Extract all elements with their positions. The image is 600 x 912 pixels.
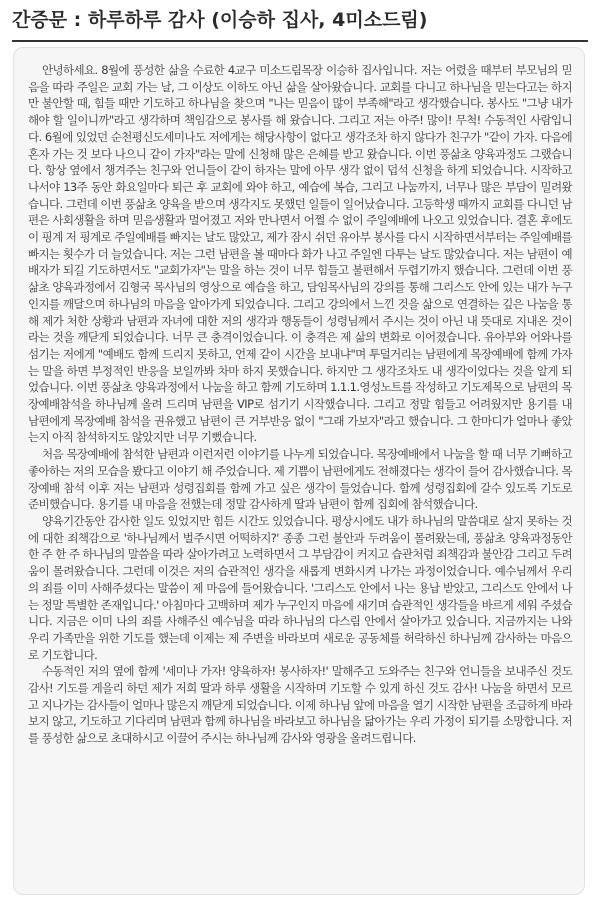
paragraph-2: 처음 목장예배에 참석한 남편과 이런저런 이야기를 나누게 되었습니다. 목장예배에서 나눔을 할 때 너무 기뻐하고 좋아하는 저의 모습을 봤다고 이야기 해 주었습니다. 제 기쁨이 남편에게도 전해졌다는 생각이 들어 감사했습니다. 목장예배 참석 이후 저는 남편과 성령집회를 함께 가고 싶은 생각이 들었습니다. 함께 성령집회에 갈수 있도록 기도로 준비했습니다. 용기를 내 마음을 전했는데 정말 감사하게 딸과 남편이 함께 집회에 참석했습니다. <box>28 447 572 512</box>
page-title: 간증문 : 하루하루 감사 (이승하 집사, 4미소드림) <box>12 9 428 31</box>
paragraph-3: 양육기간동안 감사한 일도 있었지만 힘든 시간도 있었습니다. 평상시에도 내가 하나님의 말씀대로 살지 못하는 것에 대한 죄책감으로 '하나님께서 벌주시면 어떡하지?' 종종 그런 불안과 두려움이 몰려왔는데, 풍삶초 양육과정동안 한 주 한 주 하나님의 말씀을 따라 살아가려고 노력하면서 그 부담감이 커지고 습관처럼 죄책감과 불안감 그리고 두려움이 몰려왔습니다. 그런데 이것은 저의 습관적인 생각을 새롭게 변화시켜 나가는 과정이었습니다. 예수님께서 우리의 죄를 이미 사해주셨다는 말씀이 제 마음에 들어왔습니다. '그리스도 안에서 나는 용납 받았고, 그리스도 안에서 나는 정말 특별한 존재입니다.' 아침마다 고백하며 제가 누구인지 마음에 새기며 습관적인 생각들을 바르게 세워 주셨습니다. 지금은 이미 나의 죄를 사해주신 예수님을 따라 하나님의 다스림 안에서 살아가고 있습니다. 지금까지는 나와 우리 가족만을 위한 기도를 했는데 이제는 제 주변을 바라보며 새로운 공동체를 허락하신 하나님께 감사하는 마음으로 기도합니다. <box>28 513 572 662</box>
testimony-body <box>13 47 585 895</box>
paragraph-1: 안녕하세요. 8월에 풍성한 삶을 수료한 4교구 미소드림목장 이승하 집사입니다. 저는 어렸을 때부터 부모님의 믿음을 따라 주일은 교회 가는 날, 그 이상도 이하도 아닌 삶을 살아왔습니다. 교회를 다니고 하나님을 믿는다고는 하지만 불안할 때, 힘들 때만 기도하고 하나님을 찾으며 "나는 믿음이 많이 부족해"라고 생각했습니다. 봉사도 "그냥 내가 해야 할 일이니까"라고 생각하며 책임감으로 봉사를 해 왔습니다. 그리고 저는 아주! 많이! 무척! 수동적인 사람입니다. 6월에 있었던 순천평신도세미나도 저에게는 해당사항이 없다고 생각조차 하지 않다가 친구가 "같이 가자. 다음에 혼자 가는 것 보다 나으니 같이 가자"라는 말에 신청해 많은 은혜를 받고 왔습니다. 이번 풍삶초 양육과정도 그랬습니다. 항상 옆에서 챙겨주는 친구와 언니들이 같이 하자는 말에 아무 생각 없이 덥석 신청을 하게 되었습니다. 시작하고 나서야 13주 동안 화요일마다 퇴근 후 교회에 와야 하고, 예습에 복습, 그리고 나눔까지, 너무나 많은 부담이 밀려왔습니다. 그런데 이번 풍삶초 양육을 받으며 생각지도 못했던 일들이 일어났습니다. 고등학생 때까지 교회를 다니던 남편은 사회생활을 하며 믿음생활과 멀어졌고 저와 만나면서 어쩔 수 없이 주일예배에 나오고 있었습니다. 결혼 후에도 이 핑계 저 핑계로 주일예배를 빠지는 날도 많았고, 제가 잠시 쉬던 유아부 봉사를 다시 시작하면서부터는 주일예배를 빠지는 횟수가 더 늘었습니다. 저는 그런 남편을 볼 때마다 화가 나고 주일엔 다투는 날도 많았습니다. 저는 남편이 예배자가 되길 기도하면서도 "교회가자"는 말을 하는 것이 너무 힘들고 불편해서 두렵기까지 했습니다. 그런데 이번 풍삶초 양육과정에서 김형국 목사님의 영상으로 예습을 하고, 담임목사님의 강의를 통해 그리스도 안에 있는 내가 누구인지를 깨달으며 하나님의 마음을 알아가게 되었습니다. 그리고 강의에서 느낀 것을 삶으로 연결하는 깊은 나눔을 통해 제가 처한 상황과 남편과 자녀에 대한 저의 생각과 행동들이 성령님께서 주시는 것이 아닌 내 뜻대로 지내온 것이라는 것을 깨닫게 되었습니다. 너무 큰 충격이었습니다. 이 충격은 제 삶의 변화로 이어졌습니다. 유아부와 어와나를 섬기는 저에게 "예배도 함께 드리지 못하고, 언제 같이 시간을 보내냐"며 투덜거리는 남편에게 목장예배에 함께 가자는 말을 하면 부정적인 반응을 보일까봐 차마 하지 못했습니다. 하지만 그 생각조차도 내 생각이었다는 것을 알게 되었습니다. 이번 풍삶초 양육과정에서 나눔을 하고 함께 기도하며 1.1.1.영성노트를 작성하고 기도제목으로 남편의 목장예배참석을 하나님께 올려 드리며 남편을 VIP로 섬기기 시작했습니다. 그리고 정말 힘들고 어려웠지만 용기를 내 남편에게 목장예배 참석을 권유했고 남편이 큰 거부반응 없이 "그래 가보자"라고 했습니다. 그 한마디가 얼마나 좋았는지 아직 참석하지도 않았지만 너무 기뻤습니다. <box>28 63 572 445</box>
paragraph-4: 수동적인 저의 옆에 함께 '세미나 가자! 양육하자! 봉사하자!' 말해주고 도와주는 친구와 언니들을 보내주신 것도 감사! 기도를 게을리 하던 제가 저희 딸과 하루 생활을 시작하며 기도할 수 있게 하신 것도 감사! 나눔을 하면서 모르고 지나가는 감사들이 얼마나 많은지 깨닫게 되었습니다. 이제 하나님 앞에 마음을 열기 시작한 남편을 조급하게 바라보지 않고, 기도하고 기다리며 남편과 함께 하나님을 바라보고 하나님을 닮아가는 우리 가정이 되기를 소망합니다. 저를 풍성한 삶으로 초대하시고 이끌어 주시는 하나님께 감사와 영광을 올려드립니다. <box>28 664 572 746</box>
title-divider <box>12 40 588 42</box>
